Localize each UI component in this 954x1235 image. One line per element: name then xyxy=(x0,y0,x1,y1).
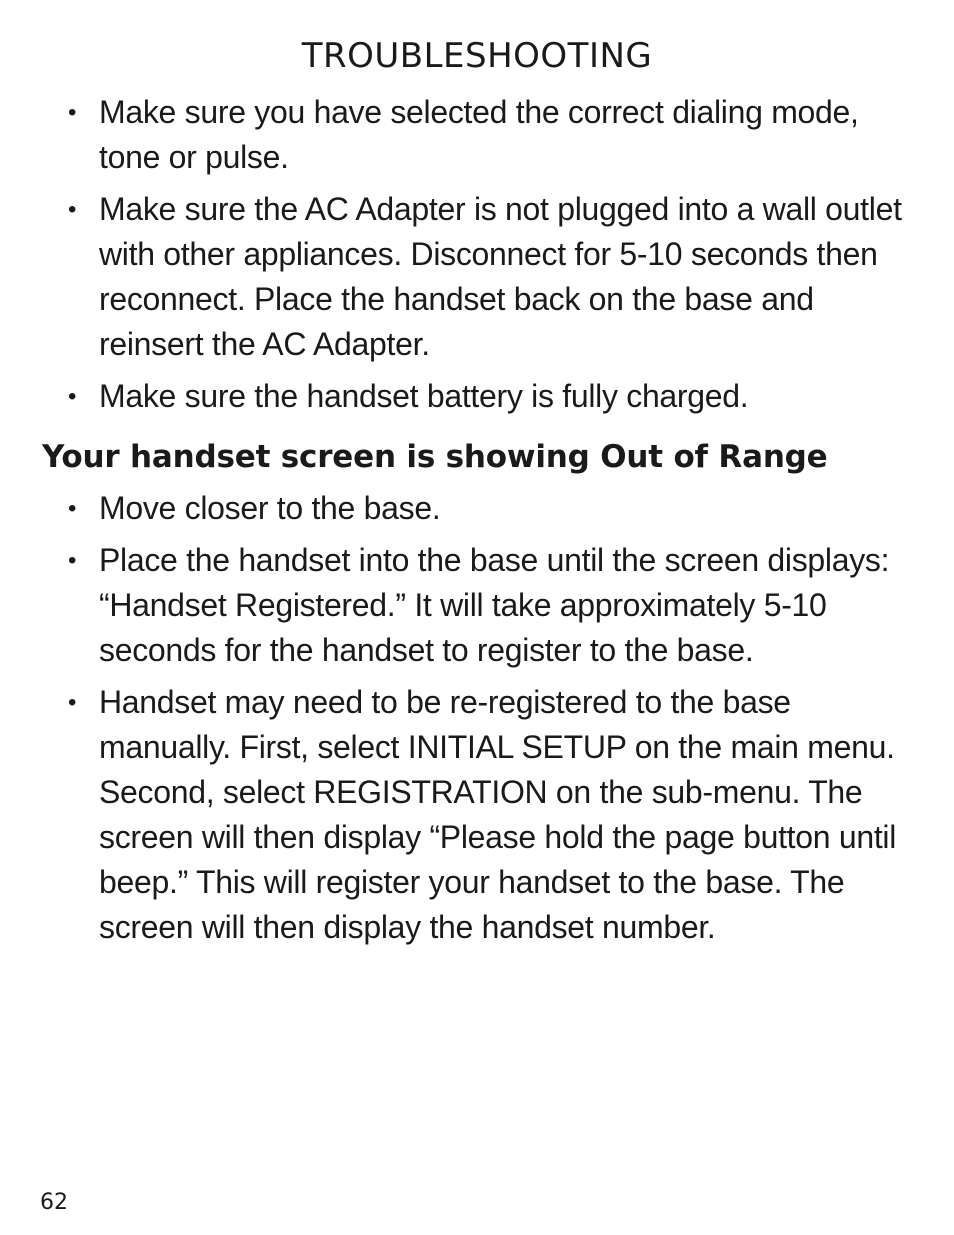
troubleshooting-list xyxy=(64,90,924,426)
list-item-text: Make sure the AC Adapter is not plugged into a wall outlet with other appliances. Disconnect for 5-10 seconds then reconnect. Place the handset back on the base and reinsert the AC Adapter. xyxy=(99,191,902,362)
out-of-range-list xyxy=(64,486,924,957)
list-item xyxy=(64,680,924,950)
bullet-icon: • xyxy=(68,99,77,126)
page-number: 62 xyxy=(40,1190,68,1215)
bullet-icon: • xyxy=(68,196,77,223)
list-item xyxy=(64,486,924,531)
list-item xyxy=(64,187,924,367)
section-heading: Your handset screen is showing Out of Range xyxy=(42,439,828,475)
page-title: TROUBLESHOOTING xyxy=(301,36,653,76)
bullet-icon: • xyxy=(68,495,77,522)
list-item-text: Make sure you have selected the correct dialing mode, tone or pulse. xyxy=(99,94,859,175)
list-item xyxy=(64,90,924,180)
list-item-text: Handset may need to be re-registered to the base manually. First, select INITIAL SETUP on the main menu. Second, select REGISTRATION on the sub-menu. The screen will then display “Please hold the page button until beep.” This will register your handset to the base. The screen will then display the handset number. xyxy=(99,684,897,945)
bullet-icon: • xyxy=(68,547,77,574)
list-item-text: Make sure the handset battery is fully charged. xyxy=(99,378,749,414)
list-item xyxy=(64,374,924,419)
list-item-text: Move closer to the base. xyxy=(99,490,441,526)
bullet-icon: • xyxy=(68,383,77,410)
bullet-icon: • xyxy=(68,689,77,716)
list-item-text: Place the handset into the base until the screen displays: “Handset Registered.” It will take approximately 5-10 seconds for the handset to register to the base. xyxy=(99,542,890,668)
list-item xyxy=(64,538,924,673)
